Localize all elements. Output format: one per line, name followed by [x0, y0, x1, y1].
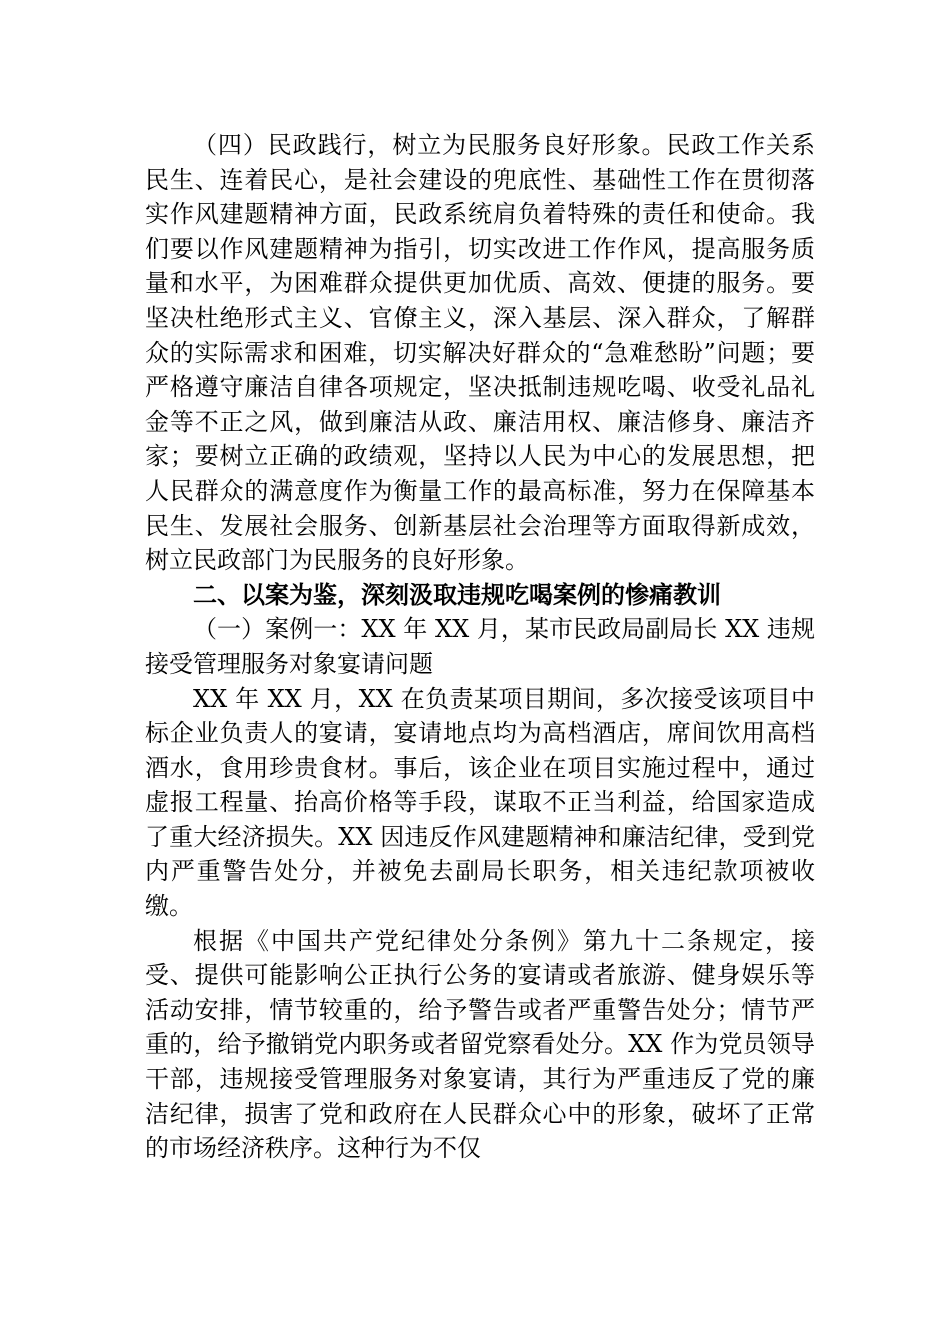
- paragraph-minzheng-practice: （四）民政践行，树立为民服务良好形象。民政工作关系民生、连着民心，是社会建设的兜底性、基础性工作在贯彻落实作风建题精神方面，民政系统肩负着特殊的责任和使命。我们要以作风建题精神为指引，切实改进工作作风，提高服务质量和水平，为困难群众提供更加优质、高效、便捷的服务。要坚决杜绝形式主义、官僚主义，深入基层、深入群众，了解群众的实际需求和困难，切实解决好群众的“急难愁盼”问题；要严格遵守廉洁自律各项规定，坚决抵制违规吃喝、收受礼品礼金等不正之风，做到廉洁从政、廉洁用权、廉洁修身、廉洁齐家；要树立正确的政绩观，坚持以人民为中心的发展思想，把人民群众的满意度作为衡量工作的最高标准，努力在保障基本民生、发展社会服务、创新基层社会治理等方面取得新成效，树立民政部门为民服务的良好形象。: [145, 131, 815, 575]
- case-one-title: （一）案例一：XX 年 XX 月，某市民政局副局长 XX 违规接受管理服务对象宴请问题: [145, 615, 815, 678]
- paragraph-case-one-facts: XX 年 XX 月，XX 在负责某项目期间，多次接受该项目中标企业负责人的宴请，宴请地点均为高档酒店，席间饮用高档酒水，食用珍贵食材。事后，该企业在项目实施过程中，通过虚报工程量、抬高价格等手段，谋取不正当利益，给国家造成了重大经济损失。XX 因违反作风建题精神和廉洁纪律，受到党内严重警告处分，并被免去副局长职务，相关违纪款项被收缴。: [145, 684, 815, 921]
- paragraph-case-one-analysis: 根据《中国共产党纪律处分条例》第九十二条规定，接受、提供可能影响公正执行公务的宴请或者旅游、健身娱乐等活动安排，情节较重的，给予警告或者严重警告处分；情节严重的，给予撤销党内职务或者留党察看处分。XX 作为党员领导干部，违规接受管理服务对象宴请，其行为严重违反了党的廉洁纪律，损害了党和政府在人民群众心中的形象，破坏了正常的市场经济秩序。这种行为不仅: [145, 926, 815, 1163]
- document-body: [145, 128, 815, 1166]
- section-heading-two: 二、以案为鉴，深刻汲取违规吃喝案例的惨痛教训: [193, 580, 721, 609]
